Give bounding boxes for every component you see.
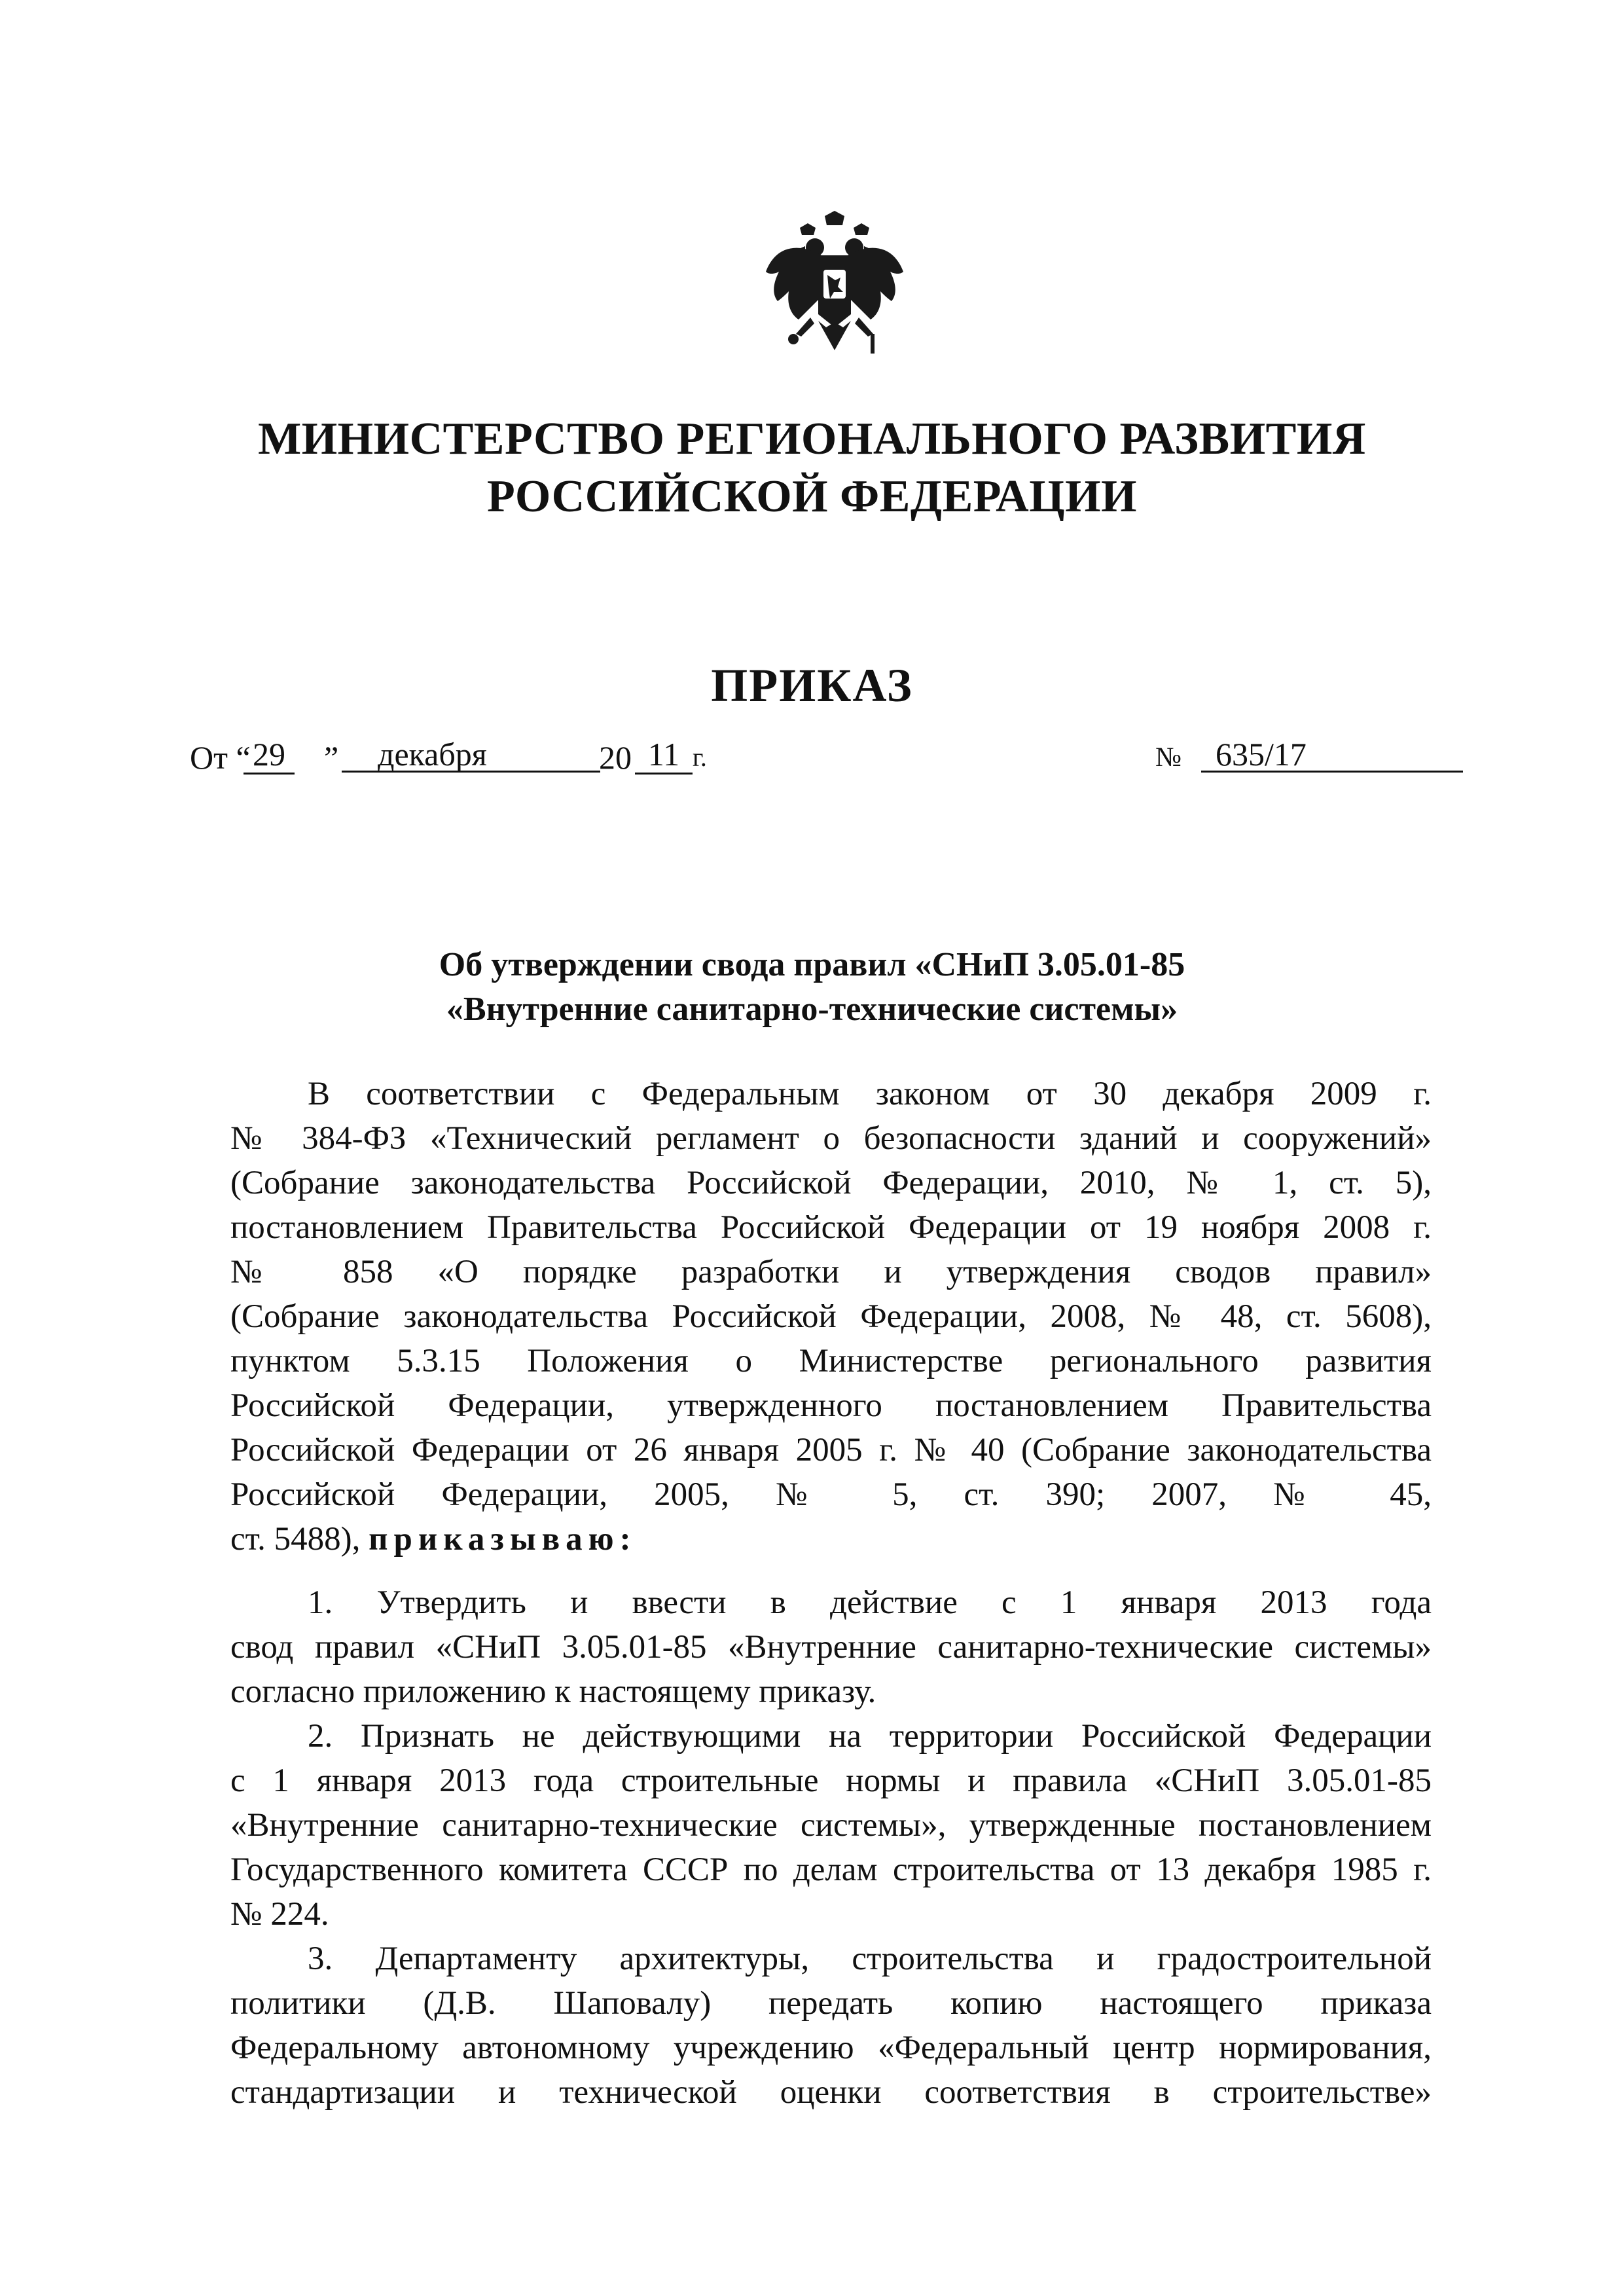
item-line: № 224. [230, 1896, 329, 1933]
preamble-last-text: ст. 5488), [230, 1521, 361, 1558]
item-line: 3. Департаменту архитектуры, строительства и градостроительной [308, 1941, 1432, 1977]
order-title-line1: Об утверждении свода правил «СНиП 3.05.01-85 [439, 946, 1185, 983]
preamble-line: № 384-ФЗ «Технический регламент о безопасности зданий и сооружений» [230, 1120, 1432, 1157]
date-day: 29 [244, 735, 295, 774]
date-year-prefix: 20 [599, 739, 632, 776]
order-number-value: 635/17 [1201, 735, 1463, 773]
order-number-label: № [1155, 742, 1182, 773]
date-prefix: От “ [190, 739, 251, 776]
item-line: 1. Утвердить и ввести в действие с 1 января 2013 года [308, 1584, 1432, 1621]
item-line: свод правил «СНиП 3.05.01-85 «Внутренние санитарно-технические системы» [230, 1629, 1432, 1666]
item-line: Государственного комитета СССР по делам строительства от 13 декабря 1985 г. [230, 1851, 1432, 1888]
item-line: 2. Признать не действующими на территории Российской Федерации [308, 1718, 1432, 1755]
preamble-line: Российской Федерации, утвержденного постановлением Правительства [230, 1387, 1432, 1424]
order-command: приказываю: [369, 1521, 637, 1558]
preamble-line: (Собрание законодательства Российской Федерации, 2008, № 48, ст. 5608), [230, 1298, 1432, 1335]
item-line: согласно приложению к настоящему приказу. [230, 1673, 876, 1710]
item-line: Федеральному автономному учреждению «Федеральный центр нормирования, [230, 2030, 1432, 2066]
preamble-line: постановлением Правительства Российской Федерации от 19 ноября 2008 г. [230, 1209, 1432, 1246]
date-month: декабря [342, 735, 600, 773]
date-year-suffix: 11 [635, 735, 693, 774]
preamble-line: пунктом 5.3.15 Положения о Министерстве регионального развития [230, 1343, 1432, 1379]
preamble-last-line [230, 1517, 1432, 1561]
ministry-name-line2: РОССИЙСКОЙ ФЕДЕРАЦИИ [487, 471, 1137, 522]
preamble-line: Российской Федерации, 2005, № 5, ст. 390; 2007, № 45, [230, 1476, 1432, 1513]
preamble-line: (Собрание законодательства Российской Федерации, 2010, № 1, ст. 5), [230, 1165, 1432, 1201]
preamble-line: № 858 «О порядке разработки и утверждения сводов правил» [230, 1254, 1432, 1290]
preamble-line: В соответствии с Федеральным законом от 30 декабря 2009 г. [308, 1076, 1432, 1112]
item-line: политики (Д.В. Шаповалу) передать копию настоящего приказа [230, 1985, 1432, 2022]
item-line: с 1 января 2013 года строительные нормы и правила «СНиП 3.05.01-85 [230, 1762, 1432, 1799]
coat-of-arms-icon [753, 210, 916, 373]
document-type-title: ПРИКАЗ [711, 659, 913, 712]
item-line: «Внутренние санитарно-технические системы», утвержденные постановлением [230, 1807, 1432, 1844]
preamble-line: Российской Федерации от 26 января 2005 г. № 40 (Собрание законодательства [230, 1432, 1432, 1468]
item-line: стандартизации и технической оценки соответствия в строительстве» [230, 2074, 1432, 2111]
date-year-mark: г. [693, 742, 707, 772]
date-day-close: ” [324, 739, 339, 776]
ministry-name-line1: МИНИСТЕРСТВО РЕГИОНАЛЬНОГО РАЗВИТИЯ [258, 414, 1366, 464]
order-title-line2: «Внутренние санитарно-технические системы» [446, 991, 1178, 1028]
